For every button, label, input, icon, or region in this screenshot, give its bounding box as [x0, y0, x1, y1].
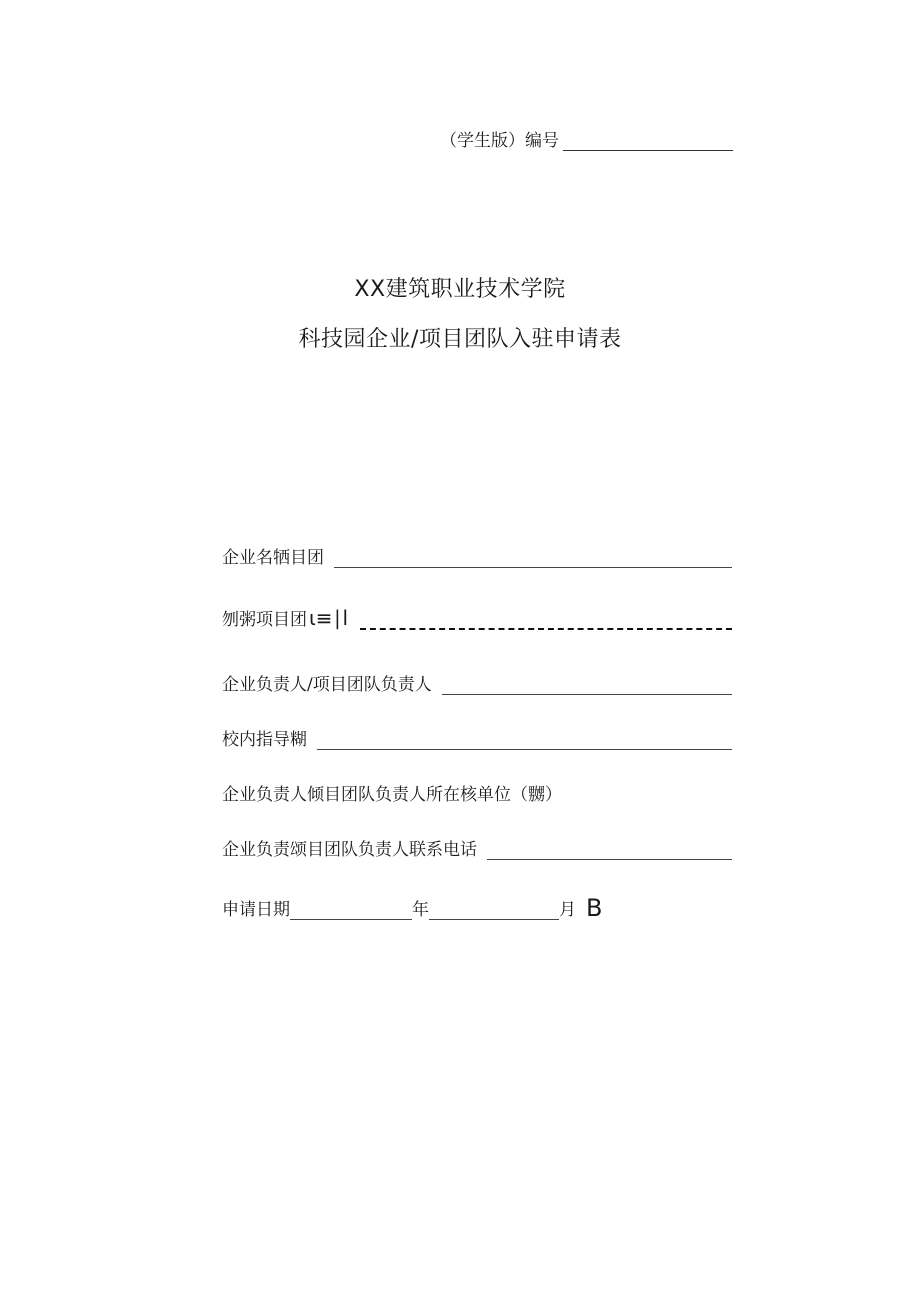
serial-number-field[interactable] — [563, 132, 733, 151]
phone-field[interactable] — [487, 841, 732, 860]
application-date-row — [222, 895, 602, 920]
company-name-label: 企业名牺目团 — [222, 548, 324, 568]
project-team-glyph: ι≡∣l — [309, 606, 349, 630]
month-field[interactable] — [429, 901, 559, 920]
phone-row — [222, 835, 732, 860]
month-label: 月 — [559, 900, 576, 920]
advisor-field[interactable] — [317, 731, 732, 750]
leader-field[interactable] — [442, 676, 732, 695]
company-name-field[interactable] — [334, 549, 732, 568]
serial-label: 编号 — [525, 131, 559, 151]
leader-unit-row — [222, 780, 732, 805]
project-team-row — [222, 605, 732, 630]
serial-number-row — [440, 126, 733, 151]
company-name-row — [222, 543, 732, 568]
date-label: 申请日期 — [222, 900, 290, 920]
project-team-field[interactable] — [360, 614, 732, 630]
year-field[interactable] — [290, 901, 412, 920]
leader-unit-label: 企业负责人倾目团队负责人所在核单位（嬲） — [222, 785, 562, 805]
day-label: B — [586, 894, 603, 922]
phone-label: 企业负责颂目团队负责人联系电话 — [222, 840, 477, 860]
leader-row — [222, 670, 732, 695]
page-title: XX建筑职业技术学院 — [354, 277, 566, 302]
project-team-label: 刎粥项目团 — [222, 610, 307, 630]
year-label: 年 — [412, 900, 429, 920]
edition-label: （学生版） — [440, 131, 525, 151]
advisor-row — [222, 725, 732, 750]
page-subtitle: 科技园企业/项目团队入驻申请表 — [298, 327, 622, 352]
advisor-label: 校内指导糊 — [222, 730, 307, 750]
leader-label: 企业负责人/项目团队负责人 — [222, 675, 432, 695]
